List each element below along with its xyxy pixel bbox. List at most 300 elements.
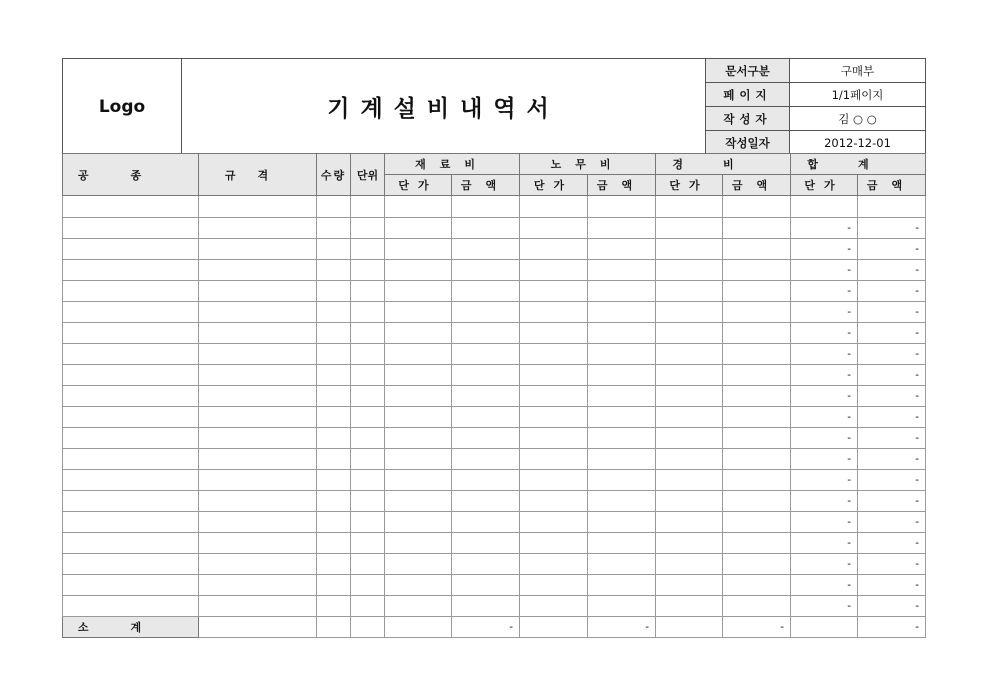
cell-labor-amount[interactable] [588,281,656,302]
logo: Logo [63,59,182,155]
total-unit-price: 단가 [791,175,858,196]
table-row [63,302,926,323]
cell-unit[interactable] [351,260,385,281]
cell-material-unit-price[interactable] [385,260,452,281]
material-unit-price: 단가 [385,175,452,196]
col-labor: 노무비 [520,154,656,175]
cell-material-unit-price[interactable] [385,302,452,323]
cell-work-type[interactable] [63,239,199,260]
cell-expense-amount[interactable] [723,512,791,533]
cell-work-type[interactable] [63,407,199,428]
cell-material-unit-price[interactable] [385,512,452,533]
subtotal-expense-unit-price [656,617,723,638]
cell-material-amount[interactable] [452,239,520,260]
cell-total-amount[interactable]: - [858,428,926,449]
subtotal-label: 소계 [63,617,199,638]
cell-material-amount[interactable] [452,491,520,512]
cell-labor-unit-price[interactable] [520,365,588,386]
subtotal-expense-amount: - [723,617,791,638]
author-value: 김 ○ ○ [790,107,926,131]
cell-unit[interactable] [351,302,385,323]
cell-work-type[interactable] [63,554,199,575]
cell-work-type[interactable] [63,512,199,533]
cell-unit[interactable] [351,596,385,617]
cell-quantity[interactable] [317,533,351,554]
cell-total-unit-price[interactable]: - [791,533,858,554]
cell-material-amount[interactable] [452,365,520,386]
cell-work-type[interactable] [63,470,199,491]
cell-total-amount[interactable]: - [858,596,926,617]
col-spec: 규격 [199,154,317,196]
cell-material-unit-price[interactable] [385,365,452,386]
cell-total-unit-price[interactable]: - [791,218,858,239]
subtotal-labor-unit-price [520,617,588,638]
col-work-type: 공종 [63,154,199,196]
cell-spec[interactable] [199,260,317,281]
cell-material-unit-price[interactable] [385,323,452,344]
cell-expense-amount[interactable] [723,218,791,239]
cell-expense-unit-price[interactable] [656,512,723,533]
cell-total-unit-price[interactable]: - [791,407,858,428]
cell-unit[interactable] [351,386,385,407]
cell-labor-unit-price[interactable] [520,554,588,575]
cell-total-amount[interactable]: - [858,281,926,302]
cell-labor-unit-price[interactable] [520,386,588,407]
cell-expense-amount[interactable] [723,428,791,449]
cell-total-amount[interactable]: - [858,449,926,470]
cell-total-unit-price[interactable]: - [791,470,858,491]
cell-quantity[interactable] [317,596,351,617]
cell-quantity[interactable] [317,302,351,323]
subtotal-unit [351,617,385,638]
cell-total-amount[interactable]: - [858,344,926,365]
cell-expense-amount[interactable] [723,281,791,302]
cell-expense-unit-price[interactable] [656,491,723,512]
table-row [63,554,926,575]
cell-unit[interactable] [351,281,385,302]
cell-spec[interactable] [199,281,317,302]
cell-total-unit-price[interactable]: - [791,575,858,596]
cell-total-unit-price[interactable]: - [791,512,858,533]
cell-total-amount[interactable]: - [858,365,926,386]
cell-expense-unit-price[interactable] [656,554,723,575]
cell-total-amount[interactable]: - [858,407,926,428]
cell-unit[interactable] [351,449,385,470]
cell-expense-amount[interactable] [723,302,791,323]
cell-labor-amount[interactable] [588,239,656,260]
cell-spec[interactable] [199,470,317,491]
cell-material-amount[interactable] [452,554,520,575]
cell-expense-amount[interactable] [723,575,791,596]
cell-labor-amount[interactable] [588,323,656,344]
table-row [63,512,926,533]
cell-expense-amount[interactable] [723,470,791,491]
cell-labor-unit-price[interactable] [520,302,588,323]
table-row [63,239,926,260]
cell-labor-amount[interactable] [588,344,656,365]
cell-total-amount[interactable]: - [858,491,926,512]
cell-material-unit-price[interactable] [385,281,452,302]
cell-material-unit-price[interactable] [385,491,452,512]
cell-quantity[interactable] [317,365,351,386]
cell-labor-amount[interactable] [588,196,656,218]
col-expense: 경비 [656,154,791,175]
cell-total-unit-price[interactable]: - [791,554,858,575]
cell-work-type[interactable] [63,533,199,554]
cell-labor-amount[interactable] [588,512,656,533]
cell-spec[interactable] [199,365,317,386]
cell-labor-unit-price[interactable] [520,428,588,449]
cell-expense-unit-price[interactable] [656,323,723,344]
cell-expense-amount[interactable] [723,344,791,365]
subtotal-row [63,617,926,638]
table-row [63,428,926,449]
cell-expense-amount[interactable] [723,491,791,512]
table-row [63,218,926,239]
cell-total-unit-price[interactable]: - [791,365,858,386]
cell-work-type[interactable] [63,302,199,323]
table-row [63,575,926,596]
cell-expense-unit-price[interactable] [656,386,723,407]
table-row [63,196,926,218]
cell-total-amount[interactable]: - [858,386,926,407]
cell-labor-unit-price[interactable] [520,344,588,365]
cell-labor-unit-price[interactable] [520,239,588,260]
cell-labor-amount[interactable] [588,428,656,449]
cell-material-unit-price[interactable] [385,449,452,470]
table-row [63,344,926,365]
cell-material-amount[interactable] [452,596,520,617]
cell-unit[interactable] [351,218,385,239]
cell-labor-amount[interactable] [588,491,656,512]
cell-material-amount[interactable] [452,302,520,323]
cell-labor-amount[interactable] [588,386,656,407]
cell-labor-unit-price[interactable] [520,196,588,218]
subtotal-material-amount: - [452,617,520,638]
table-row [63,596,926,617]
cell-spec[interactable] [199,512,317,533]
cell-expense-unit-price[interactable] [656,470,723,491]
cell-work-type[interactable] [63,365,199,386]
cell-spec[interactable] [199,386,317,407]
document-header [62,58,926,155]
cell-labor-unit-price[interactable] [520,407,588,428]
cell-labor-unit-price[interactable] [520,491,588,512]
table-row [63,260,926,281]
cell-material-amount[interactable] [452,260,520,281]
cell-total-unit-price[interactable]: - [791,302,858,323]
cell-unit[interactable] [351,365,385,386]
cell-labor-unit-price[interactable] [520,281,588,302]
estimate-table [62,153,926,638]
cell-material-amount[interactable] [452,470,520,491]
cell-material-unit-price[interactable] [385,575,452,596]
cell-expense-amount[interactable] [723,554,791,575]
cell-expense-amount[interactable] [723,239,791,260]
cell-quantity[interactable] [317,344,351,365]
cell-spec[interactable] [199,323,317,344]
cell-quantity[interactable] [317,407,351,428]
cell-total-amount[interactable]: - [858,533,926,554]
cell-material-amount[interactable] [452,344,520,365]
table-row [63,386,926,407]
cell-material-amount[interactable] [452,386,520,407]
cell-total-unit-price[interactable]: - [791,386,858,407]
cell-total-unit-price[interactable]: - [791,281,858,302]
cell-expense-unit-price[interactable] [656,344,723,365]
cell-material-amount[interactable] [452,512,520,533]
cell-labor-unit-price[interactable] [520,323,588,344]
cell-expense-unit-price[interactable] [656,260,723,281]
cell-total-unit-price[interactable]: - [791,239,858,260]
cell-spec[interactable] [199,407,317,428]
cell-work-type[interactable] [63,491,199,512]
cell-expense-unit-price[interactable] [656,302,723,323]
cell-material-unit-price[interactable] [385,470,452,491]
cell-labor-unit-price[interactable] [520,449,588,470]
cell-unit[interactable] [351,554,385,575]
cell-material-amount[interactable] [452,281,520,302]
cell-material-unit-price[interactable] [385,554,452,575]
cell-material-amount[interactable] [452,428,520,449]
cell-total-amount[interactable]: - [858,260,926,281]
cell-labor-amount[interactable] [588,407,656,428]
cell-material-amount[interactable] [452,407,520,428]
labor-unit-price: 단가 [520,175,588,196]
cell-unit[interactable] [351,512,385,533]
cell-spec[interactable] [199,428,317,449]
cell-material-unit-price[interactable] [385,596,452,617]
cell-unit[interactable] [351,407,385,428]
cell-total-amount[interactable]: - [858,575,926,596]
cell-total-amount[interactable]: - [858,323,926,344]
expense-amount: 금액 [723,175,791,196]
doc-type-label: 문서구분 [706,59,790,83]
cell-material-unit-price[interactable] [385,407,452,428]
cell-expense-amount[interactable] [723,407,791,428]
subtotal-total-unit-price [791,617,858,638]
cell-spec[interactable] [199,554,317,575]
cell-expense-amount[interactable] [723,386,791,407]
cell-work-type[interactable] [63,428,199,449]
cell-work-type[interactable] [63,449,199,470]
cell-expense-unit-price[interactable] [656,365,723,386]
cell-quantity[interactable] [317,281,351,302]
cell-unit[interactable] [351,239,385,260]
document-title: 기계설비내역서 [182,59,706,155]
cell-expense-unit-price[interactable] [656,533,723,554]
cell-labor-amount[interactable] [588,533,656,554]
cell-spec[interactable] [199,302,317,323]
cell-spec[interactable] [199,491,317,512]
cell-total-unit-price[interactable]: - [791,428,858,449]
page-value: 1/1페이지 [790,83,926,107]
cell-total-unit-price[interactable]: - [791,260,858,281]
cell-quantity[interactable] [317,512,351,533]
cell-total-unit-price[interactable] [791,196,858,218]
cell-unit[interactable] [351,323,385,344]
cell-quantity[interactable] [317,449,351,470]
cell-labor-amount[interactable] [588,218,656,239]
cell-work-type[interactable] [63,344,199,365]
cell-work-type[interactable] [63,386,199,407]
cell-material-amount[interactable] [452,533,520,554]
cell-unit[interactable] [351,344,385,365]
subtotal-labor-amount: - [588,617,656,638]
cell-total-amount[interactable]: - [858,470,926,491]
cell-labor-unit-price[interactable] [520,533,588,554]
cell-labor-unit-price[interactable] [520,470,588,491]
cell-total-unit-price[interactable]: - [791,491,858,512]
total-amount: 금액 [858,175,926,196]
date-value: 2012-12-01 [790,131,926,155]
cell-expense-unit-price[interactable] [656,196,723,218]
cell-expense-unit-price[interactable] [656,575,723,596]
cell-unit[interactable] [351,491,385,512]
cell-total-unit-price[interactable]: - [791,323,858,344]
author-label: 작성자 [706,107,790,131]
cell-material-amount[interactable] [452,196,520,218]
cell-labor-amount[interactable] [588,260,656,281]
cell-labor-amount[interactable] [588,554,656,575]
cell-quantity[interactable] [317,386,351,407]
cell-quantity[interactable] [317,323,351,344]
cell-quantity[interactable] [317,554,351,575]
page-label: 페이지 [706,83,790,107]
cell-spec[interactable] [199,575,317,596]
table-row [63,323,926,344]
cell-unit[interactable] [351,196,385,218]
subtotal-total-amount: - [858,617,926,638]
cell-total-unit-price[interactable]: - [791,449,858,470]
col-quantity: 수량 [317,154,351,196]
cell-quantity[interactable] [317,218,351,239]
cell-expense-amount[interactable] [723,260,791,281]
cell-total-amount[interactable]: - [858,554,926,575]
cell-labor-unit-price[interactable] [520,218,588,239]
cell-spec[interactable] [199,218,317,239]
cell-material-amount[interactable] [452,449,520,470]
cell-material-unit-price[interactable] [385,344,452,365]
cell-expense-amount[interactable] [723,596,791,617]
cell-expense-unit-price[interactable] [656,239,723,260]
cell-expense-unit-price[interactable] [656,407,723,428]
cell-material-unit-price[interactable] [385,239,452,260]
cell-spec[interactable] [199,596,317,617]
cell-labor-amount[interactable] [588,470,656,491]
cell-labor-unit-price[interactable] [520,575,588,596]
header-row-top [63,154,926,175]
cell-expense-amount[interactable] [723,449,791,470]
cell-labor-amount[interactable] [588,596,656,617]
cell-spec[interactable] [199,449,317,470]
cell-total-amount[interactable]: - [858,218,926,239]
table-row [63,491,926,512]
subtotal-spec [199,617,317,638]
cell-expense-amount[interactable] [723,533,791,554]
cell-work-type[interactable] [63,596,199,617]
cell-labor-amount[interactable] [588,575,656,596]
cell-material-amount[interactable] [452,218,520,239]
cell-material-unit-price[interactable] [385,428,452,449]
cell-quantity[interactable] [317,428,351,449]
subtotal-quantity [317,617,351,638]
cell-expense-unit-price[interactable] [656,596,723,617]
cell-unit[interactable] [351,470,385,491]
cell-quantity[interactable] [317,196,351,218]
cell-spec[interactable] [199,196,317,218]
cell-material-unit-price[interactable] [385,533,452,554]
cell-expense-amount[interactable] [723,323,791,344]
cell-unit[interactable] [351,575,385,596]
cell-spec[interactable] [199,533,317,554]
cell-expense-unit-price[interactable] [656,218,723,239]
cell-quantity[interactable] [317,260,351,281]
cell-work-type[interactable] [63,323,199,344]
cell-material-unit-price[interactable] [385,386,452,407]
cell-total-amount[interactable] [858,196,926,218]
table-row [63,470,926,491]
cell-material-unit-price[interactable] [385,218,452,239]
table-row [63,365,926,386]
subtotal-material-unit-price [385,617,452,638]
cell-quantity[interactable] [317,470,351,491]
cell-work-type[interactable] [63,281,199,302]
cell-labor-amount[interactable] [588,449,656,470]
cell-work-type[interactable] [63,260,199,281]
cell-work-type[interactable] [63,196,199,218]
cell-labor-unit-price[interactable] [520,512,588,533]
expense-unit-price: 단가 [656,175,723,196]
cell-labor-amount[interactable] [588,302,656,323]
cell-total-unit-price[interactable]: - [791,596,858,617]
table-row [63,533,926,554]
cell-expense-amount[interactable] [723,196,791,218]
cell-expense-amount[interactable] [723,365,791,386]
cell-unit[interactable] [351,428,385,449]
cell-expense-unit-price[interactable] [656,281,723,302]
cell-labor-unit-price[interactable] [520,596,588,617]
col-total: 합계 [791,154,926,175]
cell-quantity[interactable] [317,575,351,596]
cell-total-amount[interactable]: - [858,512,926,533]
cell-work-type[interactable] [63,218,199,239]
cell-work-type[interactable] [63,575,199,596]
table-row [63,449,926,470]
col-material: 재료비 [385,154,520,175]
table-row [63,281,926,302]
cell-total-amount[interactable]: - [858,239,926,260]
cell-quantity[interactable] [317,239,351,260]
cell-expense-unit-price[interactable] [656,449,723,470]
cell-material-amount[interactable] [452,323,520,344]
date-label: 작성일자 [706,131,790,155]
cell-material-amount[interactable] [452,575,520,596]
doc-type-value: 구매부 [790,59,926,83]
col-unit: 단위 [351,154,385,196]
cell-unit[interactable] [351,533,385,554]
cell-spec[interactable] [199,239,317,260]
cell-total-unit-price[interactable]: - [791,344,858,365]
cell-labor-unit-price[interactable] [520,260,588,281]
cell-labor-amount[interactable] [588,365,656,386]
cell-total-amount[interactable]: - [858,302,926,323]
cell-material-unit-price[interactable] [385,196,452,218]
cell-spec[interactable] [199,344,317,365]
table-row [63,407,926,428]
cell-expense-unit-price[interactable] [656,428,723,449]
cell-quantity[interactable] [317,491,351,512]
